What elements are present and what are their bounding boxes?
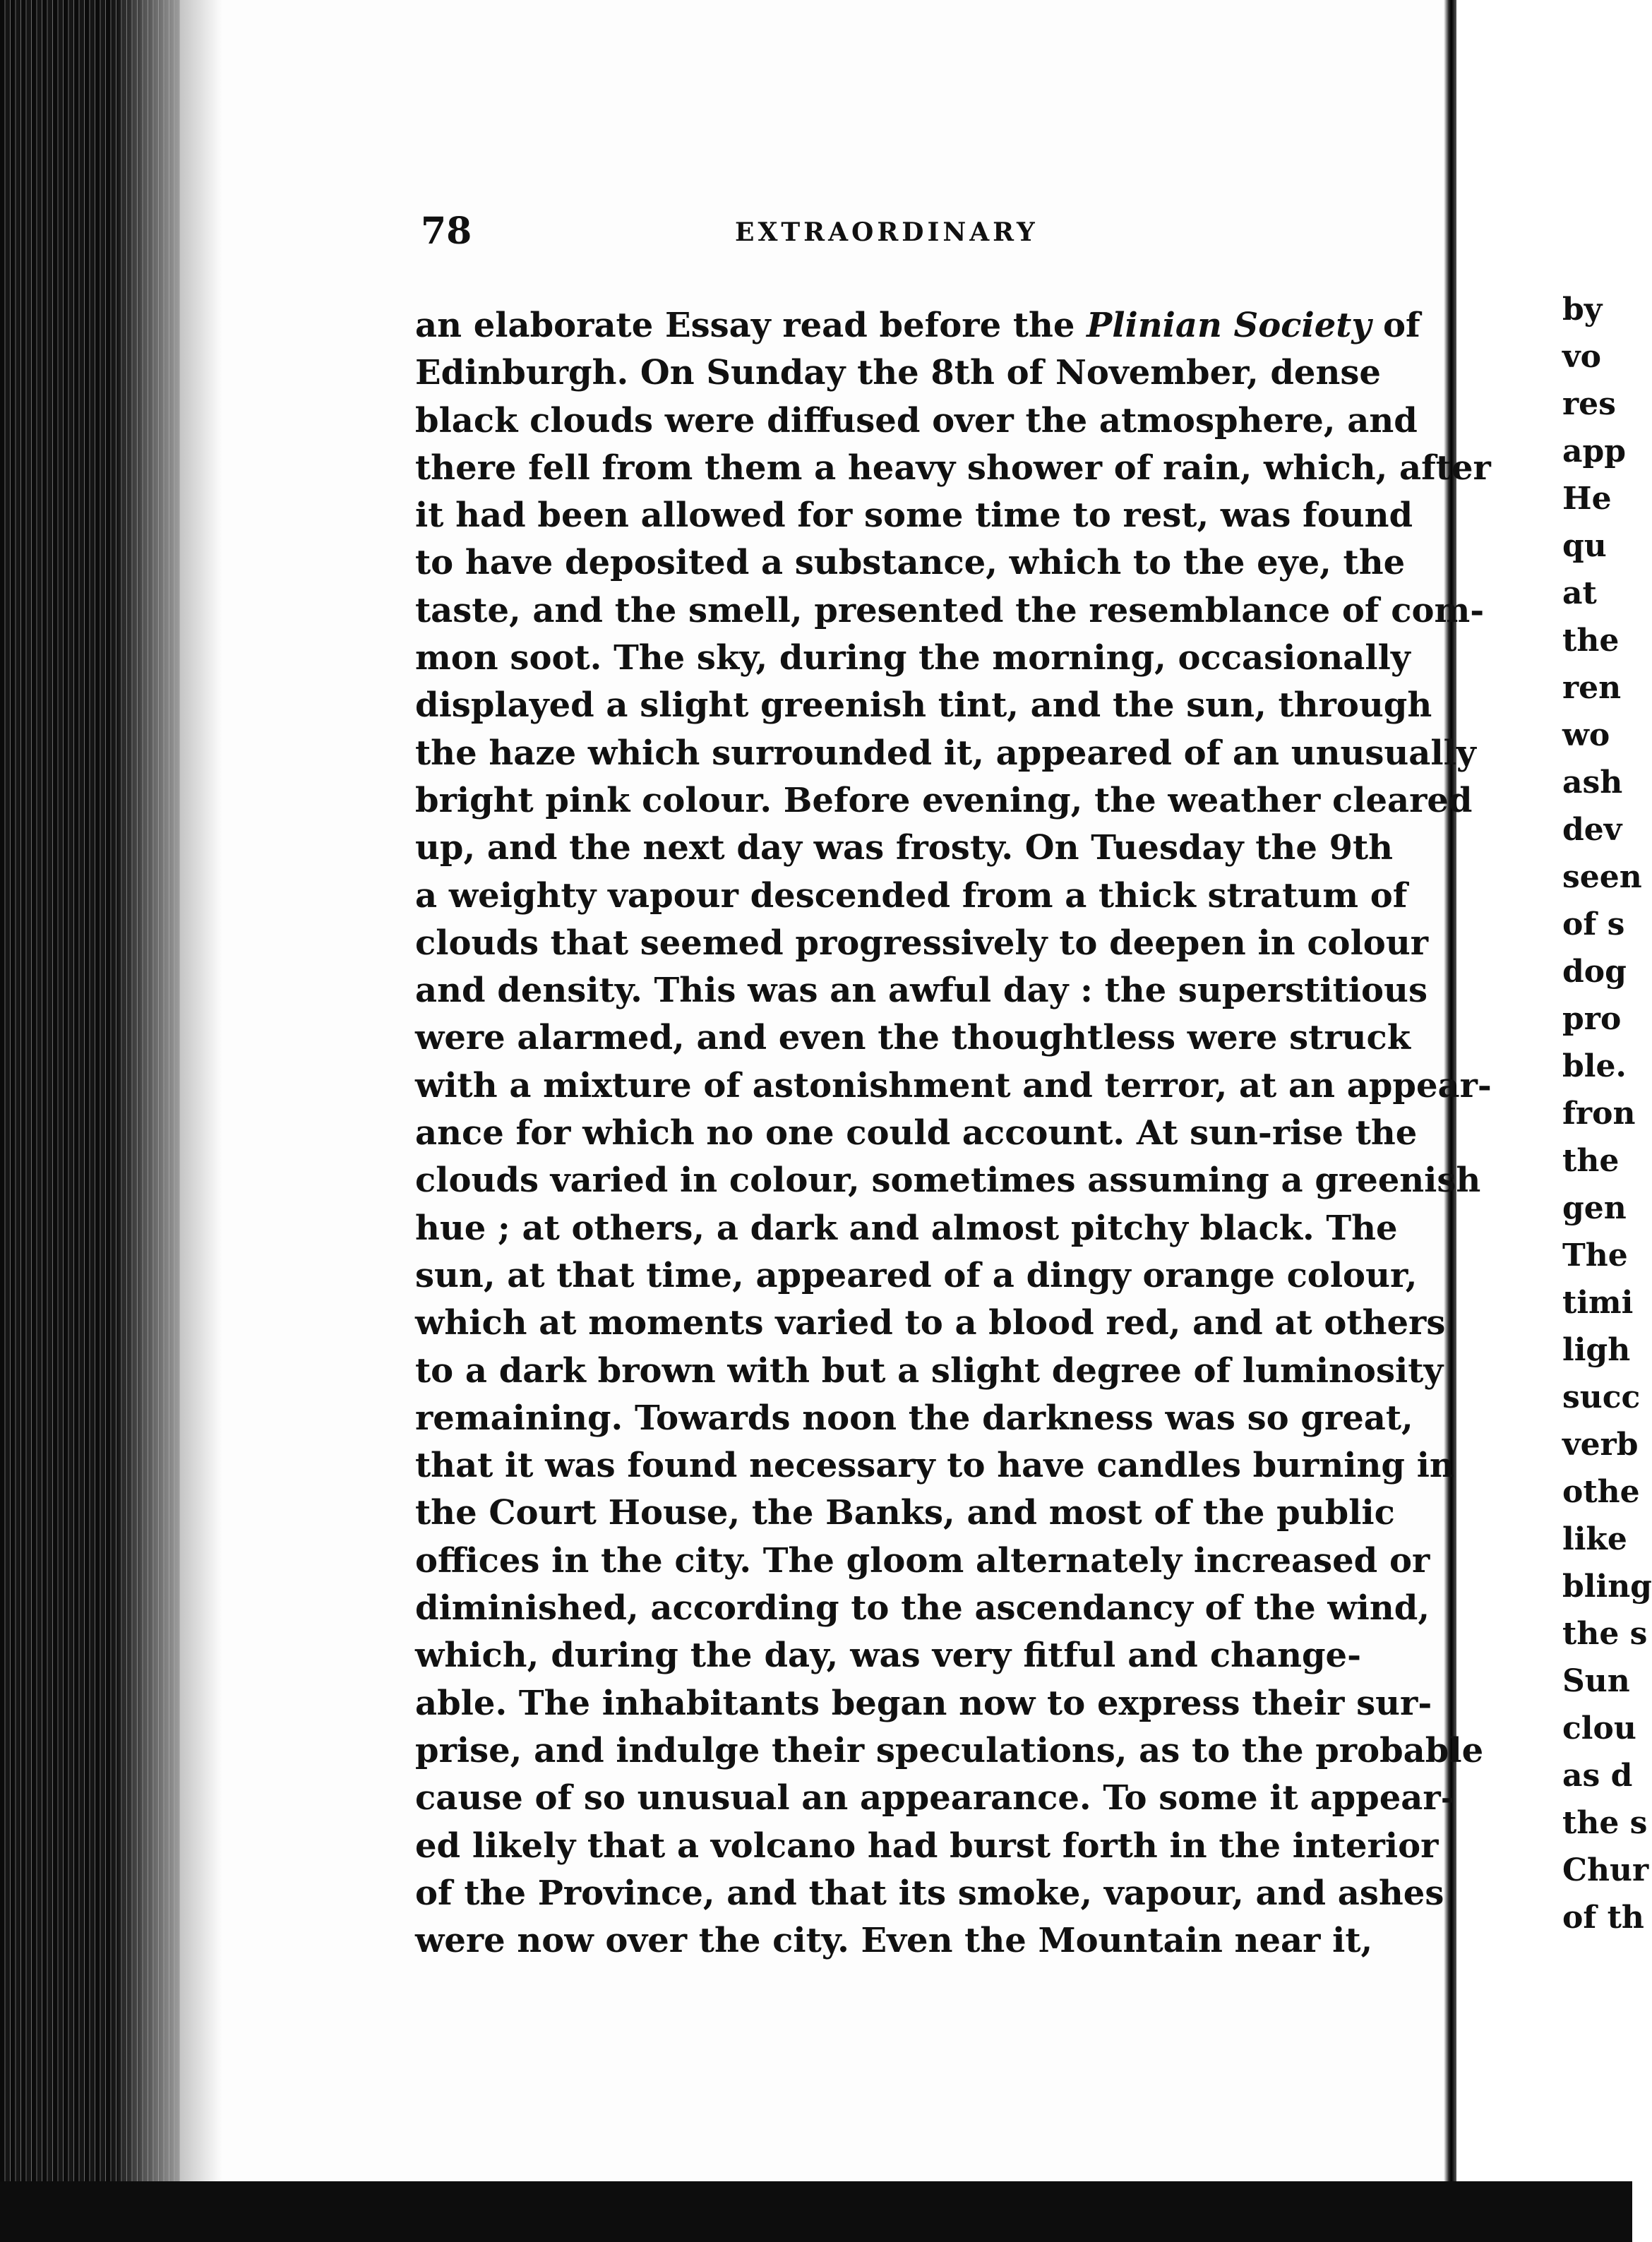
facing-page-fragment: He [1562, 481, 1612, 517]
text-line: that it was found necessary to have candles burning in [415, 1446, 1454, 1486]
text-line: displayed a slight greenish tint, and the sun, through [415, 685, 1432, 726]
facing-page-fragment: pro [1562, 1001, 1622, 1037]
page-number: 78 [421, 210, 472, 253]
facing-page-fragment: Chur [1562, 1852, 1649, 1888]
facing-page-fragment: gen [1562, 1190, 1627, 1226]
facing-page-fragment: ren [1562, 670, 1622, 706]
facing-page-fragment: ash [1562, 765, 1623, 801]
facing-page-fragment: of th [1562, 1900, 1644, 1936]
text-line: ed likely that a volcano had burst forth in the interior [415, 1826, 1439, 1866]
facing-page-fragment: the [1562, 1143, 1620, 1179]
facing-page-fragment: timi [1562, 1285, 1634, 1321]
facing-page-fragment: of s [1562, 906, 1625, 942]
facing-page-fragment: dog [1562, 954, 1627, 990]
facing-page-fragment: ble. [1562, 1048, 1627, 1084]
facing-page-fragment: seen [1562, 859, 1642, 895]
facing-page-fragment: ligh [1562, 1332, 1631, 1368]
facing-page-fragment: app [1562, 433, 1627, 469]
text-line: diminished, according to the ascendancy of the wind, [415, 1588, 1430, 1629]
spine-shadow [113, 0, 184, 2242]
text-line: sun, at that time, appeared of a dingy orange colour, [415, 1255, 1418, 1295]
facing-page-fragment: vo [1562, 339, 1601, 375]
text-line: the Court House, the Banks, and most of the public [415, 1493, 1395, 1533]
facing-page-fragment: at [1562, 575, 1597, 611]
italic-society-name: Plinian Society [1087, 306, 1372, 345]
facing-page-fragment: dev [1562, 812, 1622, 848]
facing-page-fragment: the s [1562, 1805, 1648, 1841]
facing-page-fragment: the [1562, 623, 1620, 659]
text-line: to a dark brown with but a slight degree of luminosity [415, 1350, 1444, 1391]
text-line: ance for which no one could account. At sun-rise the [415, 1113, 1418, 1153]
text-line: which, during the day, was very fitful and change- [415, 1636, 1361, 1676]
text-line: were now over the city. Even the Mountain near it, [415, 1921, 1373, 1961]
text-line: and density. This was an awful day : the superstitious [415, 971, 1427, 1011]
facing-page-fragment: bling [1562, 1569, 1652, 1605]
facing-page-fragment: verb [1562, 1427, 1639, 1463]
facing-page-fragment: The [1562, 1237, 1628, 1273]
facing-page-fragment: fron [1562, 1096, 1636, 1132]
facing-page-text [1562, 286, 1652, 1941]
facing-page-fragment: as d [1562, 1758, 1633, 1794]
text-line: Edinburgh. On Sunday the 8th of November, dense [415, 353, 1381, 393]
facing-page-fragment: clou [1562, 1710, 1636, 1746]
facing-page-fragment: wo [1562, 717, 1610, 753]
text-line: there fell from them a heavy shower of rain, which, after [415, 448, 1491, 488]
facing-page-fragment: Sun [1562, 1663, 1630, 1699]
facing-page-fragment: the s [1562, 1616, 1648, 1652]
text-line: hue ; at others, a dark and almost pitchy black. The [415, 1208, 1398, 1248]
text-line: remaining. Towards noon the darkness was so great, [415, 1398, 1413, 1438]
text-line: up, and the next day was frosty. On Tuesday the 9th [415, 828, 1394, 868]
text-line: prise, and indulge their speculations, as to the probable [415, 1730, 1484, 1770]
running-head [421, 210, 1339, 253]
facing-page-fragment: qu [1562, 528, 1607, 564]
gutter-shadow [180, 0, 222, 2181]
text-line: mon soot. The sky, during the morning, occasionally [415, 638, 1411, 678]
text-line: able. The inhabitants began now to express their sur- [415, 1683, 1432, 1723]
scan-bottom-border [0, 2181, 1632, 2242]
text-line: clouds that seemed progressively to deepen in colour [415, 923, 1429, 963]
text-line: with a mixture of astonishment and terror, at an appear- [415, 1065, 1492, 1105]
text-line: to have deposited a substance, which to the eye, the [415, 543, 1406, 583]
text-line: black clouds were diffused over the atmosphere, and [415, 400, 1418, 440]
text-line: which at moments varied to a blood red, and at others [415, 1303, 1446, 1343]
text-line: it had been allowed for some time to rest, was found [415, 496, 1413, 536]
facing-page-fragment: like [1562, 1521, 1627, 1557]
facing-page-fragment: by [1562, 292, 1603, 328]
text-line: clouds varied in colour, sometimes assuming a greenish [415, 1161, 1481, 1201]
text-line: were alarmed, and even the thoughtless were struck [415, 1018, 1411, 1058]
text-line: the haze which surrounded it, appeared of an unusually [415, 733, 1476, 773]
text-line: of the Province, and that its smoke, vapour, and ashes [415, 1873, 1444, 1913]
running-title: EXTRAORDINARY [735, 217, 1039, 247]
facing-page-fragment: succ [1562, 1379, 1641, 1415]
text-line: an elaborate Essay read before the Plinian Society of [415, 306, 1420, 345]
body-text [415, 302, 1492, 1965]
text-line: bright pink colour. Before evening, the weather cleared [415, 780, 1473, 820]
text-line: cause of so unusual an appearance. To some it appear- [415, 1778, 1455, 1818]
text-line: taste, and the smell, presented the resemblance of com- [415, 590, 1485, 630]
facing-page-fragment: res [1562, 386, 1616, 422]
facing-page-fragment: othe [1562, 1474, 1640, 1510]
text-line: offices in the city. The gloom alternately increased or [415, 1540, 1430, 1581]
text-line: a weighty vapour descended from a thick stratum of [415, 875, 1408, 916]
